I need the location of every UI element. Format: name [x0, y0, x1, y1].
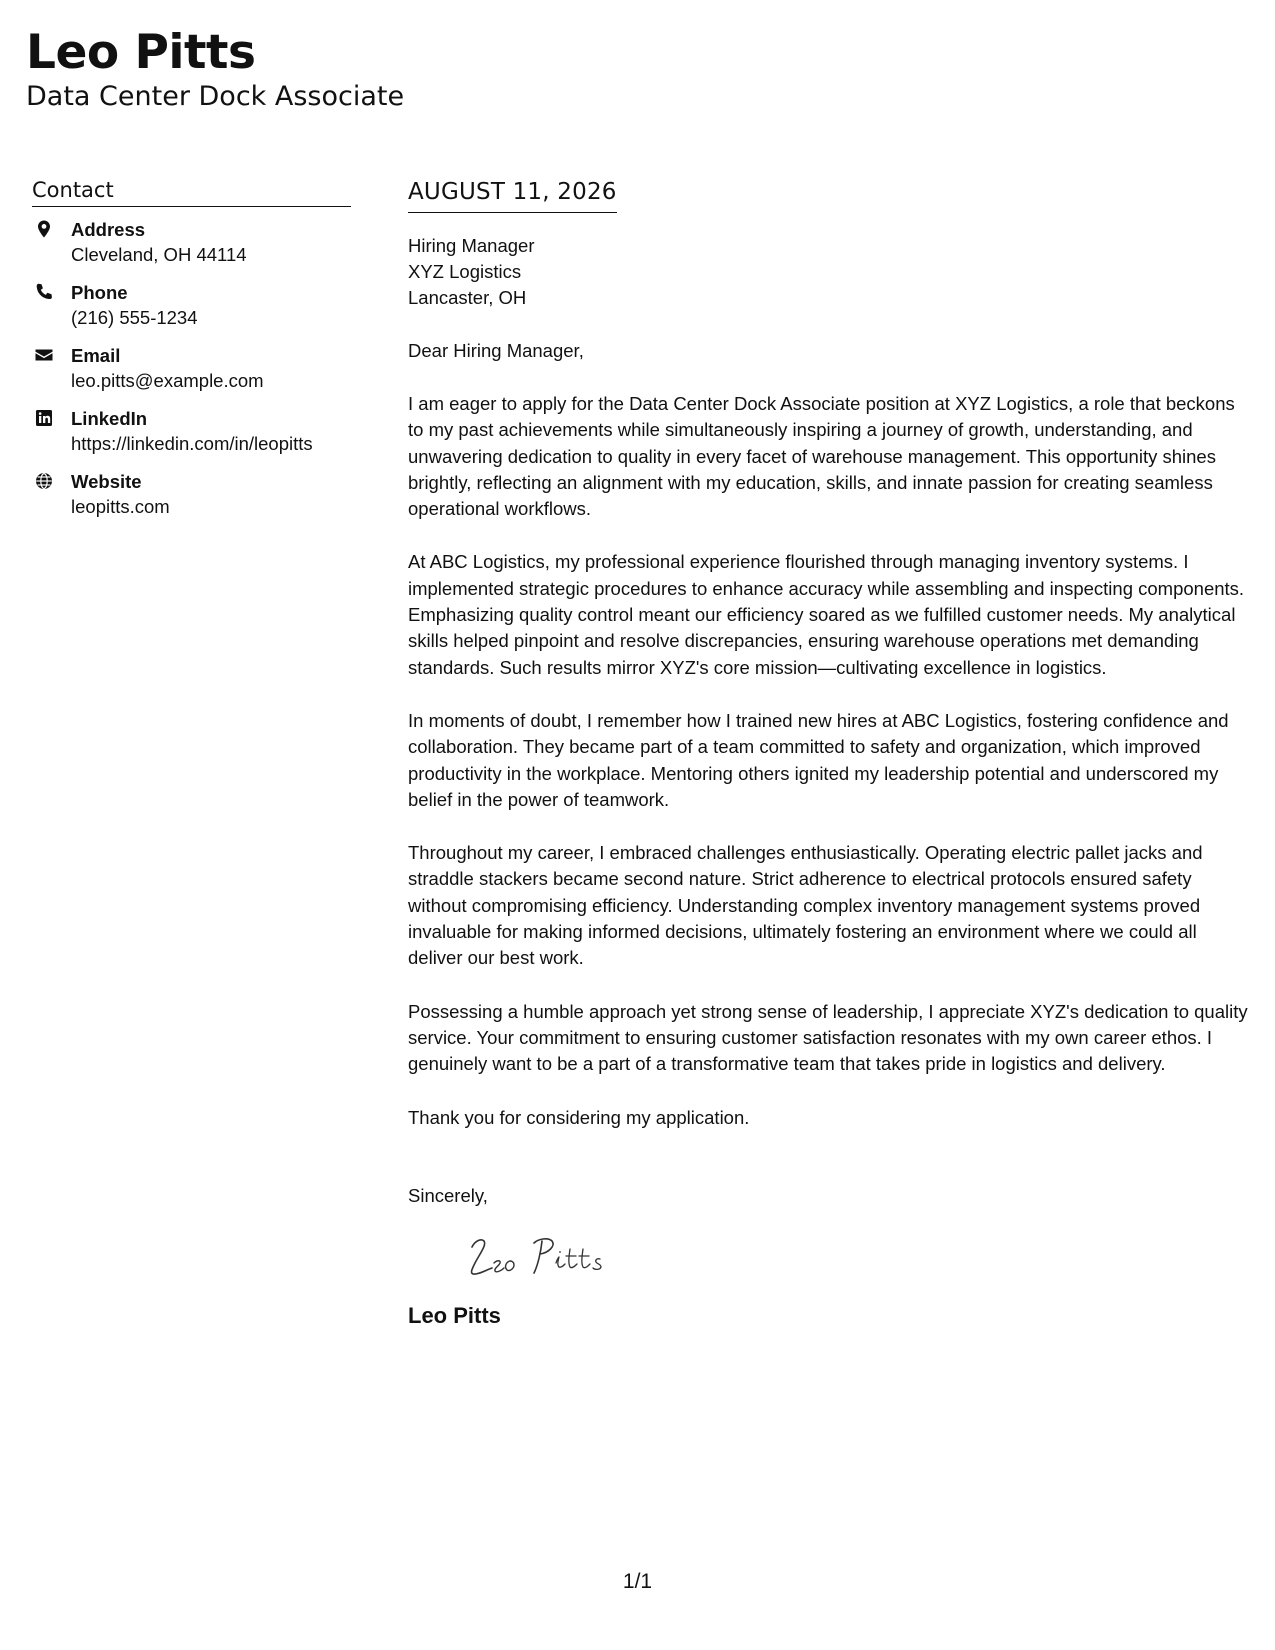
contact-label: Email [71, 345, 121, 366]
contact-item-phone [32, 280, 351, 343]
contact-value: (216) 555-1234 [71, 307, 198, 328]
contact-value: Cleveland, OH 44114 [71, 244, 247, 265]
page-number: 1/1 [622, 1570, 653, 1593]
contact-value: leopitts.com [71, 496, 170, 517]
contact-label: Website [71, 471, 142, 492]
recipient-line: Lancaster, OH [408, 287, 527, 308]
contact-value: leo.pitts@example.com [71, 370, 264, 391]
handwritten-signature [458, 1225, 628, 1285]
phone-icon [34, 282, 54, 302]
recipient-line: Hiring Manager [408, 235, 535, 256]
applicant-name: Leo Pitts [26, 25, 256, 80]
recipient-line: XYZ Logistics [408, 261, 522, 282]
contact-item-address [32, 217, 351, 280]
contact-label: Phone [71, 282, 128, 303]
recipient-block [408, 233, 1254, 311]
body-paragraph: Possessing a humble approach yet strong sense of leadership, I appreciate XYZ's dedication to quality service. Your commitment to ensuring customer satisfaction resonates with my own career ethos. I genuinely want to be a part of a transformative team that takes pride in logistics and delivery. [408, 1000, 1248, 1075]
contact-label: LinkedIn [71, 408, 148, 429]
body-paragraph: I am eager to apply for the Data Center Dock Associate position at XYZ Logistics, a role that beckons to my past achievements while simultaneously inspiring a journey of growth, understanding, and unwavering dedication to quality in every facet of warehouse management. This opportunity shines brightly, reflecting an alignment with my education, skills, and innate passion for creating seamless operational workflows. [408, 393, 1235, 520]
valediction: Sincerely, [408, 1184, 488, 1206]
applicant-job-title: Data Center Dock Associate [26, 81, 405, 112]
linkedin-icon [34, 408, 54, 428]
cover-letter-body [408, 176, 1254, 1331]
contact-value: https://linkedin.com/in/leopitts [71, 433, 313, 454]
letter-date: AUGUST 11, 2026 [408, 176, 617, 213]
contact-item-email [32, 343, 351, 406]
body-paragraph: At ABC Logistics, my professional experience flourished through managing inventory systems. I implemented strategic procedures to enhance accuracy while assembling and inspecting components. Emphasizing quality control meant our efficiency soared as we fulfilled customer needs. My analytical skills helped pinpoint and resolve discrepancies, ensuring warehouse operations met demanding standards. Such results mirror XYZ's core mission—cultivating excellence in logistics. [408, 551, 1245, 678]
signer-name: Leo Pitts [408, 1302, 501, 1328]
globe-icon [34, 471, 54, 491]
body-paragraph: In moments of doubt, I remember how I trained new hires at ABC Logistics, fostering confidence and collaboration. They became part of a team committed to safety and organization, which improved productivity in the workplace. Mentoring others ignited my leadership potential and underscored my belief in the power of teamwork. [408, 709, 1229, 810]
contact-item-website [32, 469, 351, 532]
location-pin-icon [34, 219, 54, 239]
salutation: Dear Hiring Manager, [408, 340, 584, 361]
closing-thanks: Thank you for considering my application. [408, 1106, 750, 1128]
contact-label: Address [71, 219, 146, 240]
resume-header [26, 24, 404, 114]
contact-sidebar [32, 176, 351, 532]
body-paragraph: Throughout my career, I embraced challenges enthusiastically. Operating electric pallet jacks and straddle stackers became second nature. Strict adherence to electrical protocols ensured safety without compromising efficiency. Understanding complex inventory management systems proved invaluable for making informed decisions, ultimately fostering an environment where we could all deliver our best work. [408, 842, 1203, 969]
envelope-icon [34, 345, 54, 365]
contact-item-linkedin [32, 406, 351, 469]
contact-heading: Contact [32, 176, 351, 207]
